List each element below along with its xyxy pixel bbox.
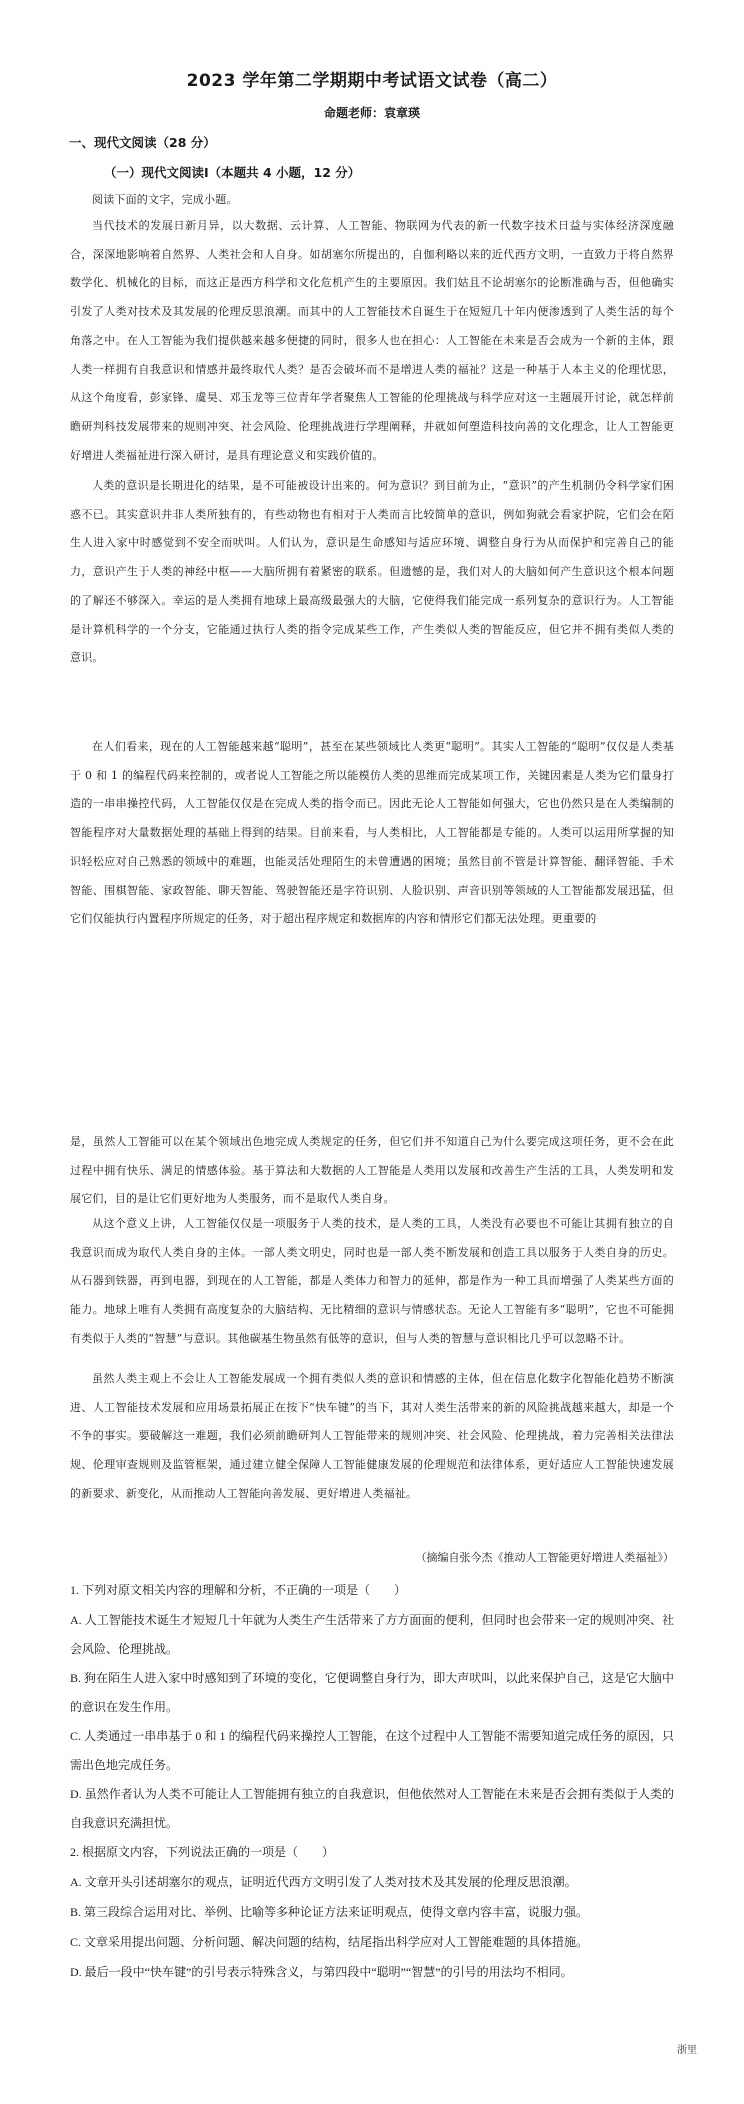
passage-paragraph-2: 人类的意识是长期进化的结果，是不可能被设计出来的。何为意识？到目前为止，“意识”的产生机制仍令科学家们困惑不已。其实意识并非人类所独有的，有些动物也有相对于人类而言比较简单的意识，例如狗就会看家护院，它们会在陌生人进入家中时感觉到不安全而吠叫。人们认为，意识是生命感知与适应环境、调整自身行为从而保护和完善自己的能力，意识产生于人类的神经中枢——大脑所拥有着紧密的联系。但遗憾的是，我们对人的大脑如何产生意识这个根本问题的了解还不够深入。幸运的是人类拥有地球上最高级最强大的大脑，它使得我们能完成一系列复杂的意识行为。人工智能是计算机科学的一个分支，它能通过执行人类的指令完成某些工作，产生类似人类的智能反应，但它并不拥有类似人类的意识。: [70, 479, 674, 665]
question-2-option-d: D. 最后一段中“快车键”的引号表示特殊含义，与第四段中“聪明”“智慧”的引号的用法均不相同。: [70, 1965, 573, 1979]
subsection-heading: （一）现代文阅读Ⅰ（本题共 4 小题，12 分）: [104, 165, 361, 180]
question-1-option-b: B. 狗在陌生人进入家中时感知到了环境的变化，它便调整自身行为，即大声吠叫，以此来保护自己，这是它大脑中的意识在发生作用。: [70, 1671, 674, 1714]
question-2-stem: 2. 根据原文内容，下列说法正确的一项是（ ）: [70, 1845, 335, 1859]
question-1-option-d: D. 虽然作者认为人类不可能让人工智能拥有独立的自我意识，但他依然对人工智能在未来是否会拥有类似于人类的自我意识充满担忧。: [70, 1787, 674, 1830]
section-heading: 一、现代文阅读（28 分）: [69, 135, 216, 150]
passage-paragraph-4: 从这个意义上讲，人工智能仅仅是一项服务于人类的技术，是人类的工具，人类没有必要也不可能让其拥有独立的自我意识而成为取代人类自身的主体。一部人类文明史，同时也是一部人类不断发展和创造工具以服务于人类自身的历史。从石器到铁器，再到电器，到现在的人工智能，都是人类体力和智力的延伸，都是作为一种工具而增强了人类某些方面的能力。地球上唯有人类拥有高度复杂的大脑结构、无比精细的意识与情感状态。无论人工智能有多“聪明”，它也不可能拥有类似于人类的“智慧”与意识。其他碳基生物虽然有低等的意识，但与人类的智慧与意识相比几乎可以忽略不计。: [70, 1217, 674, 1345]
footer-watermark: 浙里: [677, 2045, 697, 2056]
passage-paragraph-3-continued: 是，虽然人工智能可以在某个领域出色地完成人类规定的任务，但它们并不知道自己为什么要完成这项任务，更不会在此过程中拥有快乐、满足的情感体验。基于算法和大数据的人工智能是人类用以发展和改善生产生活的工具，人类发明和发展它们，目的是让它们更好地为人类服务，而不是取代人类自身。: [70, 1135, 674, 1206]
question-2-option-c: C. 文章采用提出问题、分析问题、解决问题的结构，结尾指出科学应对人工智能难题的具体措施。: [70, 1935, 589, 1949]
question-1-option-a: A. 人工智能技术诞生才短短几十年就为人类生产生活带来了方方面面的便利，但同时也会带来一定的规则冲突、社会风险、伦理挑战。: [70, 1613, 674, 1656]
passage-paragraph-5: 虽然人类主观上不会让人工智能发展成一个拥有类似人类的意识和情感的主体，但在信息化数字化智能化趋势不断演进、人工智能技术发展和应用场景拓展正在按下“快车键”的当下，其对人类生活带来的新的风险挑战越来越大，却是一个不争的事实。要破解这一难题，我们必须前瞻研判人工智能带来的规则冲突、社会风险、伦理挑战，着力完善相关法律法规、伦理审查规则及监管框架，通过建立健全保障人工智能健康发展的伦理规范和法律体系，更好适应人工智能快速发展的新要求、新变化，从而推动人工智能向善发展、更好增进人类福祉。: [70, 1372, 674, 1500]
passage-paragraph-3: 在人们看来，现在的人工智能越来越“聪明”，甚至在某些领域比人类更“聪明”。其实人工智能的“聪明”仅仅是人类基于 0 和 1 的编程代码来控制的，或者说人工智能之所以能模仿人类的思维而完成某项工作，关键因素是人类为它们量身打造的一串串操控代码，人工智能仅仅是在完成人类的指令而已。因此无论人工智能如何强大，它也仍然只是在人类编制的智能程序对大量数据处理的基础上得到的结果。目前来看，与人类相比，人工智能都是专能的。人类可以运用所掌握的知识轻松应对自己熟悉的领域中的难题，也能灵活处理陌生的未曾遭遇的困境；虽然目前不管是计算智能、翻译智能、手术智能、围棋智能、家政智能、聊天智能、驾驶智能还是字符识别、人脸识别、声音识别等领域的人工智能都发展迅猛，但它们仅能执行内置程序所规定的任务，对于超出程序规定和数据库的内容和情形它们都无法处理。更重要的: [70, 740, 674, 926]
author-line: 命题老师：袁章瑛: [323, 106, 420, 120]
passage-source: （摘编自张今杰《推动人工智能更好增进人类福祉》）: [415, 1551, 674, 1564]
question-1-option-c: C. 人类通过一串串基于 0 和 1 的编程代码来操控人工智能，在这个过程中人工智能不需要知道完成任务的原因，只需出色地完成任务。: [70, 1729, 674, 1772]
passage-paragraph-1: 当代技术的发展日新月异，以大数据、云计算、人工智能、物联网为代表的新一代数字技术日益与实体经济深度融合，深深地影响着自然界、人类社会和人自身。如胡塞尔所提出的，自伽利略以来的近代西方文明，一直致力于将自然界数学化、机械化的目标，而这正是西方科学和文化危机产生的主要原因。我们姑且不论胡塞尔的论断准确与否，但他确实引发了人类对技术及其发展的伦理反思浪潮。而其中的人工智能技术自诞生于在短短几十年内便渗透到了人类生活的每个角落之中。在人工智能为我们提供越来越多便捷的同时，很多人也在担心：人工智能在未来是否会成为一个新的主体，跟人类一样拥有自我意识和情感并最终取代人类？是否会破坏而不是增进人类的福祉？这是一种基于人本主义的伦理忧思，从这个角度看，彭家锋、虞昊、邓玉龙等三位青年学者聚焦人工智能的伦理挑战与科学应对这一主题展开讨论，就怎样前瞻研判科技发展带来的规则冲突、社会风险、伦理挑战进行学理阐释，并就如何塑造科技向善的文化理念，让人工智能更好增进人类福祉进行深入研讨，是具有理论意义和实践价值的。: [70, 219, 674, 462]
question-2-option-b: B. 第三段综合运用对比、举例、比喻等多种论证方法来证明观点，使得文章内容丰富，说服力强。: [70, 1905, 589, 1919]
question-1-stem: 1. 下列对原文相关内容的理解和分析，不正确的一项是（ ）: [70, 1583, 407, 1597]
question-2-option-a: A. 文章开头引述胡塞尔的观点，证明近代西方文明引发了人类对技术及其发展的伦理反思浪潮。: [70, 1875, 577, 1889]
exam-title: 2023 学年第二学期期中考试语文试卷（高二）: [186, 71, 558, 91]
reading-instruction: 阅读下面的文字，完成小题。: [92, 193, 238, 206]
